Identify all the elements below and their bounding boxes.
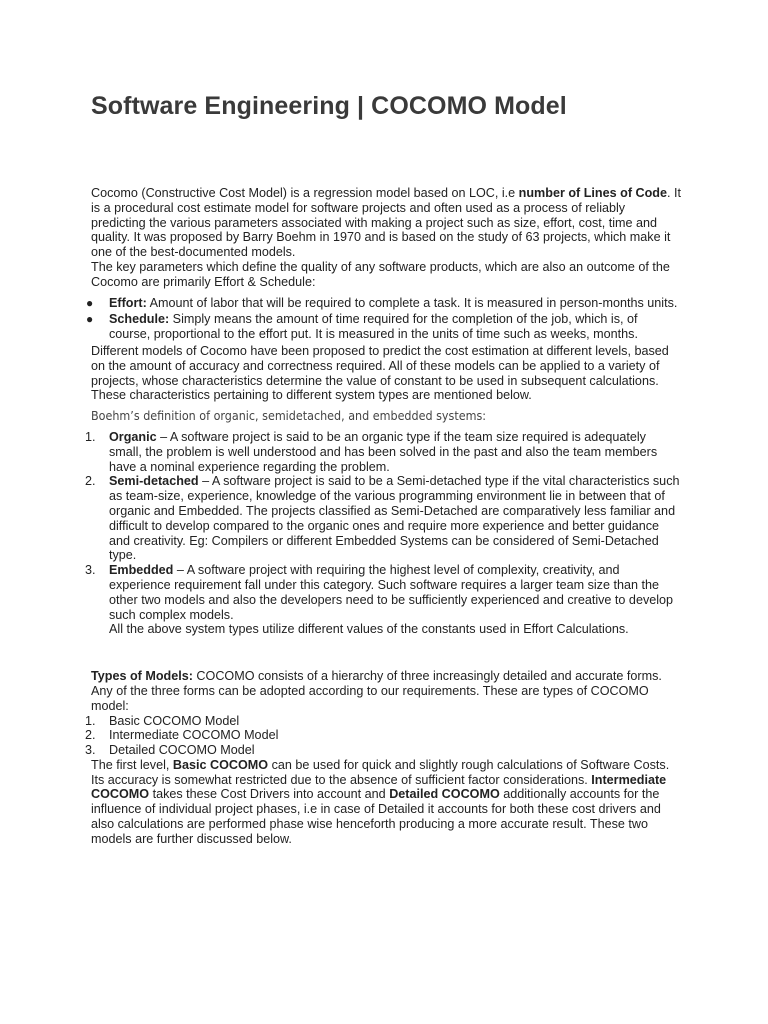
bullet-text: Simply means the amount of time required for the completion of the job, which is, of course, proportional to the effort put. It is measured in the units of time such as weeks, months.: [109, 312, 638, 342]
list-item-schedule: [86, 312, 681, 342]
list-number: 1.: [85, 429, 96, 444]
list-item-semi-detached: [85, 474, 681, 563]
model-type-label: Basic COCOMO Model: [109, 713, 240, 728]
bullet-term: Schedule:: [109, 312, 170, 327]
types-of-models-term: Types of Models:: [91, 669, 193, 684]
list-item-detailed: [85, 743, 681, 758]
system-type-text: – A software project is said to be an organic type if the team size required is adequately small, the problem is well understood and has been solved in the past and also the team members have a nominal experience regarding the problem.: [109, 429, 658, 474]
list-number: 3.: [85, 743, 96, 758]
bullet-icon: ●: [86, 312, 94, 327]
bullet-term: Effort:: [109, 295, 147, 310]
parameters-list: [86, 295, 681, 342]
list-item-intermediate: [85, 728, 681, 743]
document-body: [85, 186, 681, 847]
list-item-basic: [85, 713, 681, 729]
list-number: 2.: [85, 728, 96, 743]
types-of-models-paragraph: [91, 669, 681, 713]
types-of-models-text: COCOMO consists of a hierarchy of three increasingly detailed and accurate forms. Any of the three forms can be adopted according to our requirements. These are types of COCOMO model:: [91, 669, 662, 713]
list-item-organic: [85, 429, 681, 474]
intro-text-1: Cocomo (Constructive Cost Model) is a regression model based on LOC, i.e: [91, 186, 519, 200]
list-item-effort: [86, 295, 681, 311]
final-bold-intermediate: Intermediate COCOMO: [91, 772, 667, 802]
final-paragraph: [91, 758, 681, 847]
list-number: 3.: [85, 563, 96, 578]
list-number: 2.: [85, 474, 96, 489]
system-type-term: Embedded: [109, 563, 174, 578]
final-text-4: additionally accounts for the influence of individual project phases, i.e in case of Detailed it accounts for both these cost drivers and also calculations are performed phase wise henceforth producing a more accurate result. These two models are further discussed below.: [91, 787, 661, 846]
system-type-term: Semi-detached: [109, 474, 199, 489]
spacer: [91, 637, 681, 669]
page-title: Software Engineering | COCOMO Model: [91, 92, 567, 120]
intro-text-2: . It is a procedural cost estimate model for software projects and often used as a process of reliably predicting the various parameters associated with making a project such as size, effort, cost, time and quality. It was proposed by Barry Boehm in 1970 and is based on the study of 63 projects, which make it one of the best-documented models.: [91, 186, 681, 260]
final-bold-detailed: Detailed COCOMO: [389, 787, 500, 802]
list-number: 1.: [85, 713, 96, 728]
system-type-text: – A software project with requiring the highest level of complexity, creativity, and experience requirement fall under this category. Such software requires a larger team size than the other two models and also the developers need to be sufficiently experienced and creative to develop such complex models.: [109, 563, 674, 622]
bullet-icon: ●: [86, 295, 94, 310]
final-text-2: can be used for quick and slightly rough calculations of Software Costs. Its accuracy is somewhat restricted due to the absence of sufficient factor considerations.: [91, 757, 670, 787]
model-type-label: Detailed COCOMO Model: [109, 743, 255, 758]
intro-paragraph: [91, 186, 681, 260]
system-type-text: – A software project is said to be a Semi-detached type if the vital characteristics such as team-size, experience, knowledge of the various programming environment lie in between that of organic and Embedded. The projects classified as Semi-Detached are comparatively less familiar and difficult to develop compared to the organic ones and require more experience and better guidance and creativity. Eg: Compilers or different Embedded Systems can be considered of Semi-Detached type.: [109, 474, 680, 563]
system-types-list: [85, 429, 681, 622]
model-types-list: [85, 713, 681, 758]
constants-note: All the above system types utilize different values of the constants used in Effort Calculations.: [109, 622, 629, 637]
final-bold-basic: Basic COCOMO: [172, 757, 269, 772]
intro-bold-loc: number of Lines of Code: [518, 186, 667, 200]
bullet-text: Amount of labor that will be required to complete a task. It is measured in person-months units.: [146, 295, 678, 310]
system-type-term: Organic: [109, 429, 157, 444]
final-text-1: The first level,: [91, 757, 173, 772]
list-item-embedded: [85, 563, 681, 622]
model-type-label: Intermediate COCOMO Model: [109, 728, 279, 743]
final-text-3: takes these Cost Drivers into account and: [149, 787, 390, 802]
section-subheading: Boehm’s definition of organic, semidetached, and embedded systems:: [91, 409, 487, 424]
models-paragraph: Different models of Cocomo have been proposed to predict the cost estimation at different levels, based on the amount of accuracy and correctness required. All of these models can be applied to a variety of projects, whose characteristics determine the value of constant to be used in subsequent calculations. These characteristics pertaining to different system types are mentioned below.: [91, 343, 669, 403]
key-parameters-paragraph: The key parameters which define the quality of any software products, which are also an outcome of the Cocomo are primarily Effort & Schedule:: [91, 259, 670, 289]
